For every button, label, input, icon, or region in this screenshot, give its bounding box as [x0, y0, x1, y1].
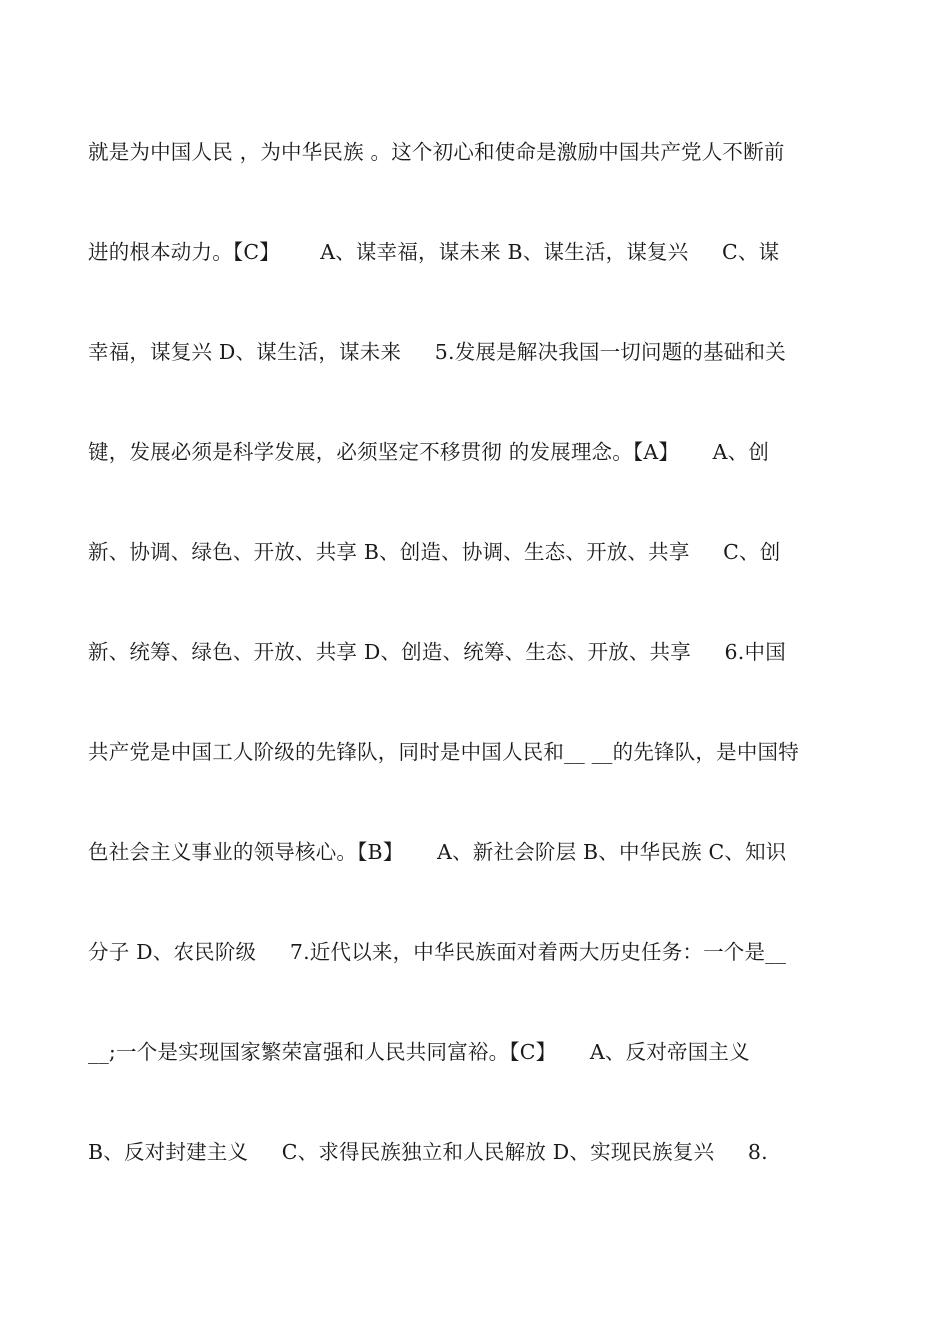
text-line-2: 进的根本动力。【C】 A、谋幸福，谋未来 B、谋生活，谋复兴 C、谋 — [88, 240, 780, 264]
text-line-1: 就是为中国人民 ，为中华民族 。这个初心和使命是激励中国共产党人不断前 — [88, 140, 785, 164]
text-line-8: 色社会主义事业的领导核心。【B】 A、新社会阶层 B、中华民族 C、知识 — [88, 840, 787, 864]
text-line-5: 新、协调、绿色、开放、共享 B、创造、协调、生态、开放、共享 C、创 — [88, 540, 781, 564]
text-line-10: __;一个是实现国家繁荣富强和人民共同富裕。【C】 A、反对帝国主义 — [88, 1040, 750, 1064]
text-line-9: 分子 D、农民阶级 7.近代以来，中华民族面对着两大历史任务：一个是__ — [88, 940, 787, 964]
text-line-11: B、反对封建主义 C、求得民族独立和人民解放 D、实现民族复兴 8. — [88, 1140, 768, 1164]
text-line-4: 键，发展必须是科学发展，必须坚定不移贯彻 的发展理念。【A】 A、创 — [88, 440, 770, 464]
text-line-3: 幸福，谋复兴 D、谋生活，谋未来 5.发展是解决我国一切问题的基础和关 — [88, 340, 786, 364]
text-line-7: 共产党是中国工人阶级的先锋队，同时是中国人民和__ __的先锋队，是中国特 — [88, 740, 799, 764]
text-line-6: 新、统筹、绿色、开放、共享 D、创造、统筹、生态、开放、共享 6.中国 — [88, 640, 786, 664]
